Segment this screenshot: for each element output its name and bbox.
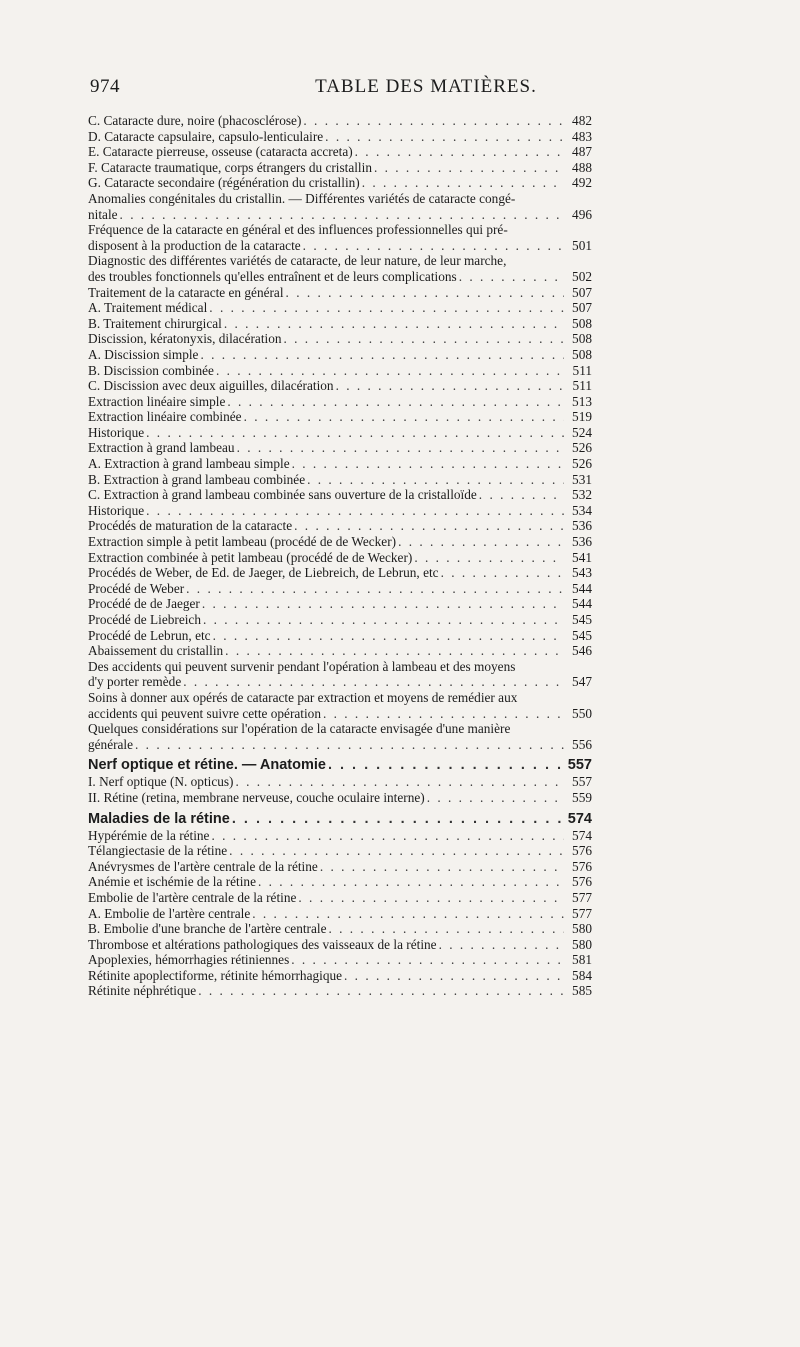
toc-entry-page: 559	[572, 789, 592, 805]
toc-entry-page: 545	[572, 612, 592, 627]
dot-leader	[320, 859, 564, 875]
toc-entry-title: Historique	[88, 502, 145, 518]
toc-entry-page: 541	[572, 549, 592, 565]
toc-entry	[88, 456, 592, 472]
toc-entry	[88, 425, 592, 441]
toc-entry-line: Soins à donner aux opérés de cataracte par extraction et moyens de remédier aux	[88, 689, 518, 705]
toc-entry	[88, 774, 592, 790]
dot-leader	[183, 674, 564, 690]
dot-leader	[224, 316, 564, 332]
toc-entry-title: A. Traitement médical	[88, 300, 208, 316]
toc-entry-page: 501	[572, 237, 592, 253]
dot-leader	[286, 285, 564, 301]
toc-entry-page: 508	[572, 346, 592, 362]
toc-entry-page: 546	[572, 643, 592, 659]
toc-entry-title: E. Cataracte pierreuse, osseuse (cataracta accreta)	[88, 144, 353, 160]
toc-entry	[88, 952, 592, 968]
toc-entry-title: accidents qui peuvent suivre cette opération	[88, 705, 321, 721]
toc-entry	[88, 550, 592, 566]
toc-entry-title: II. Rétine (retina, membrane nerveuse, couche oculaire interne)	[88, 789, 425, 805]
toc-entry	[88, 983, 592, 999]
toc-entry	[88, 113, 592, 129]
toc-entry-page: 544	[572, 596, 592, 612]
toc-entry	[88, 843, 592, 859]
toc-entry	[88, 518, 592, 534]
toc-entry	[88, 253, 592, 284]
dot-leader	[441, 565, 564, 581]
toc-entry-title: Hypérémie de la rétine	[88, 827, 210, 843]
toc-entry-page: 574	[567, 810, 592, 827]
toc-entry-title: F. Cataracte traumatique, corps étrangers du cristallin	[88, 159, 372, 175]
dot-leader	[303, 238, 564, 254]
toc-entry-page: 513	[572, 393, 592, 409]
toc-entry-page: 511	[572, 378, 592, 394]
toc-entry	[88, 859, 592, 875]
toc-entry	[88, 160, 592, 176]
toc-entry-title: Extraction simple à petit lambeau (procédé de de Wecker)	[88, 534, 397, 550]
toc-entry	[88, 191, 592, 222]
toc-entry	[88, 921, 592, 937]
toc-entry-title: Télangiectasie de la rétine	[88, 843, 228, 859]
dot-leader	[307, 472, 564, 488]
dot-leader	[227, 394, 564, 410]
toc-entry	[88, 363, 592, 379]
toc-entry-title: Procédé de Liebreich	[88, 612, 201, 627]
dot-leader	[146, 425, 564, 441]
toc-entry	[88, 968, 592, 984]
dot-leader	[252, 906, 564, 922]
toc-entry-page: 507	[572, 284, 592, 300]
toc-entry-title: Procédé de de Jaeger	[88, 596, 200, 612]
toc-entry	[88, 874, 592, 890]
toc-entry	[88, 828, 592, 844]
toc-entry-title: C. Discission avec deux aiguilles, dilacération	[88, 378, 334, 394]
toc-entry-line: Anomalies congénitales du cristallin. — Différentes variétés de cataracte congé-	[88, 190, 516, 206]
toc-entry	[88, 790, 592, 806]
dot-leader	[146, 503, 564, 519]
toc-entry-title: C. Cataracte dure, noire (phacosclérose)	[88, 113, 302, 128]
toc-entry-page: 576	[572, 843, 592, 859]
toc-entry-title: D. Cataracte capsulaire, capsulo-lenticulaire	[88, 128, 324, 144]
toc-entry-title: B. Traitement chirurgical	[88, 315, 222, 331]
toc-entry-page: 487	[572, 144, 592, 160]
dot-leader	[294, 518, 564, 534]
toc-entry-title: nitale	[88, 206, 118, 222]
dot-leader	[229, 843, 564, 859]
dot-leader	[213, 628, 564, 644]
toc-entry-page: 550	[572, 705, 592, 721]
toc-entry-title: Traitement de la cataracte en général	[88, 284, 284, 300]
toc-entry-line: Diagnostic des différentes variétés de cataracte, de leur nature, de leur marche,	[88, 253, 507, 269]
toc-entry-title: Extraction linéaire simple	[88, 393, 226, 409]
dot-leader	[291, 952, 564, 968]
toc-entry-title: disposent à la production de la cataracte	[88, 237, 301, 253]
dot-leader	[427, 790, 564, 806]
toc-entry-page: 584	[572, 967, 592, 983]
dot-leader	[200, 347, 564, 363]
dot-leader	[439, 937, 564, 953]
toc-entry-title: Maladies de la rétine	[88, 810, 230, 827]
dot-leader	[344, 968, 564, 984]
dot-leader	[414, 550, 564, 566]
toc-entry	[88, 144, 592, 160]
toc-entry-page: 531	[572, 471, 592, 487]
dot-leader	[325, 129, 564, 145]
dot-leader	[237, 440, 564, 456]
toc-entry	[88, 721, 592, 752]
toc-entry-title: B. Discission combinée	[88, 362, 214, 378]
toc-entry	[88, 409, 592, 425]
dot-leader	[323, 706, 564, 722]
dot-leader	[284, 331, 565, 347]
dot-leader	[258, 874, 564, 890]
toc-section-heading	[88, 756, 592, 774]
toc-entry-page: 524	[572, 424, 592, 440]
page-number: 974	[90, 76, 120, 97]
toc-entry	[88, 643, 592, 659]
dot-leader	[374, 160, 564, 176]
toc-entry	[88, 690, 592, 721]
toc-section-heading	[88, 810, 592, 828]
toc-entry-title: Procédés de maturation de la cataracte	[88, 518, 293, 534]
toc-entry	[88, 487, 592, 503]
toc-entry-title: Historique	[88, 424, 145, 440]
toc-entry	[88, 316, 592, 332]
dot-leader	[216, 363, 564, 379]
dot-leader	[236, 774, 565, 790]
dot-leader	[479, 487, 564, 503]
dot-leader	[328, 921, 564, 937]
toc-entry	[88, 394, 592, 410]
dot-leader	[209, 300, 564, 316]
toc-entry-page: 585	[572, 983, 592, 999]
toc-entry-title: Procédés de Weber, de Ed. de Jaeger, de Liebreich, de Lebrun, etc	[88, 565, 439, 581]
toc-entry	[88, 534, 592, 550]
dot-leader	[355, 144, 564, 160]
toc-entry	[88, 129, 592, 145]
dot-leader	[232, 810, 564, 828]
toc-entry-page: 483	[572, 128, 592, 144]
toc-entry	[88, 503, 592, 519]
toc-entry-page: 580	[572, 936, 592, 952]
toc-entry-title: Extraction combinée à petit lambeau (procédé de de Wecker)	[88, 549, 413, 565]
toc-entry-page: 532	[572, 487, 592, 503]
toc-entry-title: A. Embolie de l'artère centrale	[88, 905, 251, 921]
toc-entry-page: 543	[572, 565, 592, 581]
toc-entry-page: 496	[572, 206, 592, 222]
dot-leader	[198, 983, 564, 999]
toc-entry-title: Nerf optique et rétine. — Anatomie	[88, 757, 326, 774]
toc-entry-title: Discission, kératonyxis, dilacération	[88, 331, 282, 347]
running-title: TABLE DES MATIÈRES.	[315, 76, 537, 97]
toc-entry-page: 576	[572, 858, 592, 874]
toc-entry	[88, 890, 592, 906]
toc-entry	[88, 300, 592, 316]
toc-entry-page: 488	[572, 159, 592, 175]
toc-entry-title: Rétinite apoplectiforme, rétinite hémorrhagique	[88, 967, 343, 983]
toc-entry-title: C. Extraction à grand lambeau combinée sans ouverture de la cristalloïde	[88, 487, 477, 503]
dot-leader	[202, 596, 564, 612]
toc-entry-title: Extraction à grand lambeau	[88, 440, 235, 456]
toc-entry-title: A. Discission simple	[88, 346, 199, 362]
dot-leader	[120, 207, 564, 223]
toc-entry-page: 545	[572, 627, 592, 643]
dot-leader	[186, 581, 564, 597]
dot-leader	[459, 269, 564, 285]
page-header	[90, 76, 762, 106]
toc-entry-page: 536	[572, 534, 592, 550]
toc-entry-page: 577	[572, 905, 592, 921]
dot-leader	[398, 534, 564, 550]
toc-entry-page: 534	[572, 502, 592, 518]
toc-entry-line: Fréquence de la cataracte en général et des influences professionnelles qui pré-	[88, 222, 508, 238]
toc-entry-title: Extraction linéaire combinée	[88, 409, 242, 425]
toc-entry	[88, 596, 592, 612]
toc-entry	[88, 906, 592, 922]
toc-entry-page: 508	[572, 331, 592, 347]
dot-leader	[244, 409, 564, 425]
toc-entry-title: Embolie de l'artère centrale de la rétine	[88, 889, 297, 905]
toc-entry-page: 556	[572, 736, 592, 752]
toc-entry-title: Apoplexies, hémorrhagies rétiniennes	[88, 952, 290, 968]
toc-entry-line: Des accidents qui peuvent survenir pendant l'opération à lambeau et des moyens	[88, 658, 516, 674]
toc-entry-page: 507	[572, 300, 592, 316]
toc-entry	[88, 628, 592, 644]
toc-entry-title: Anévrysmes de l'artère centrale de la rétine	[88, 858, 318, 874]
table-of-contents	[88, 113, 592, 999]
toc-entry	[88, 378, 592, 394]
toc-entry-title: Abaissement du cristallin	[88, 643, 224, 659]
toc-entry-title: Thrombose et altérations pathologiques des vaisseaux de la rétine	[88, 936, 437, 952]
toc-entry-page: 536	[572, 518, 592, 534]
toc-entry-title: générale	[88, 736, 134, 752]
toc-entry-page: 502	[572, 268, 592, 284]
toc-entry-title: Anémie et ischémie de la rétine	[88, 874, 256, 890]
toc-entry-page: 580	[572, 921, 592, 937]
dot-leader	[292, 456, 564, 472]
toc-entry-title: B. Embolie d'une branche de l'artère centrale	[88, 921, 327, 937]
toc-entry-page: 508	[572, 315, 592, 331]
toc-entry-title: A. Extraction à grand lambeau simple	[88, 456, 290, 472]
toc-entry	[88, 612, 592, 628]
toc-entry-page: 511	[572, 362, 592, 378]
toc-entry-page: 557	[572, 774, 592, 790]
toc-entry-title: d'y porter remède	[88, 674, 182, 690]
toc-entry	[88, 331, 592, 347]
toc-entry	[88, 565, 592, 581]
toc-entry-title: Rétinite néphrétique	[88, 983, 197, 999]
toc-entry-title: I. Nerf optique (N. opticus)	[88, 774, 234, 790]
toc-entry-page: 482	[572, 113, 592, 128]
toc-entry-page: 577	[572, 889, 592, 905]
dot-leader	[328, 756, 564, 774]
toc-entry-title: Procédé de Weber	[88, 580, 185, 596]
toc-entry-page: 519	[572, 409, 592, 425]
toc-entry-page: 526	[572, 456, 592, 472]
toc-entry	[88, 472, 592, 488]
toc-entry	[88, 285, 592, 301]
toc-entry-title: B. Extraction à grand lambeau combinée	[88, 471, 306, 487]
toc-entry-page: 574	[572, 827, 592, 843]
toc-entry	[88, 175, 592, 191]
toc-entry-page: 544	[572, 580, 592, 596]
toc-entry-page: 492	[572, 175, 592, 191]
toc-entry	[88, 581, 592, 597]
toc-entry-page: 557	[567, 757, 592, 774]
toc-entry	[88, 222, 592, 253]
toc-entry-page: 526	[572, 440, 592, 456]
toc-entry-title: G. Cataracte secondaire (régénération du cristallin)	[88, 175, 360, 191]
toc-entry-page: 576	[572, 874, 592, 890]
toc-entry-title: Procédé de Lebrun, etc	[88, 627, 211, 643]
toc-entry	[88, 659, 592, 690]
toc-entry	[88, 347, 592, 363]
toc-entry	[88, 440, 592, 456]
dot-leader	[203, 612, 564, 628]
dot-leader	[362, 175, 564, 191]
dot-leader	[336, 378, 564, 394]
dot-leader	[298, 890, 564, 906]
toc-entry-line: Quelques considérations sur l'opération de la cataracte envisagée d'une manière	[88, 721, 511, 737]
toc-entry	[88, 937, 592, 953]
dot-leader	[303, 113, 564, 129]
dot-leader	[225, 643, 564, 659]
dot-leader	[211, 828, 564, 844]
toc-entry-title: des troubles fonctionnels qu'elles entraînent et de leurs complications	[88, 268, 457, 284]
toc-entry-page: 547	[572, 674, 592, 690]
toc-entry-page: 581	[572, 952, 592, 968]
dot-leader	[135, 737, 564, 753]
